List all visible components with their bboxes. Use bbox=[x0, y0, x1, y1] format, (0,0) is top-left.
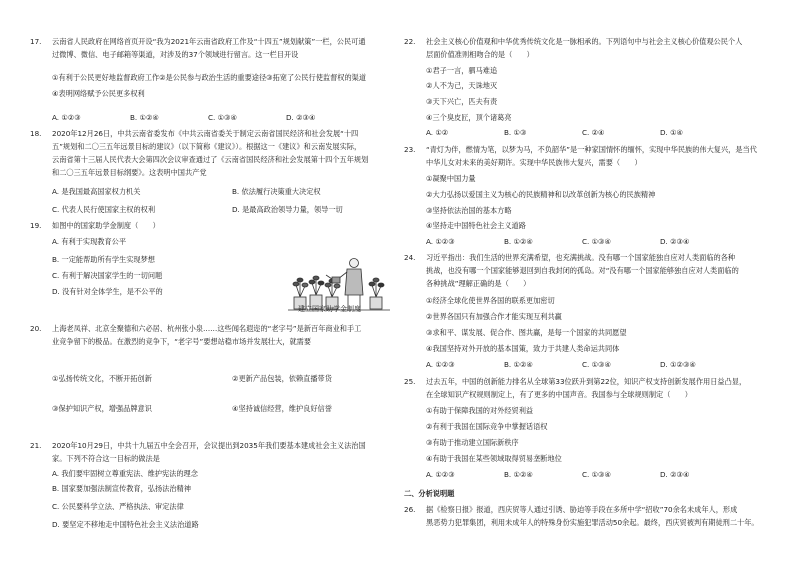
q19-choice-a[interactable]: A. 有利于实现教育公平 bbox=[52, 237, 127, 246]
q22-choice-b[interactable]: B. ①③ bbox=[504, 128, 527, 137]
q17-choice-b[interactable]: B. ①②④ bbox=[130, 113, 159, 122]
q25-choice-b[interactable]: B. ①②④ bbox=[504, 470, 533, 479]
q20-option-2: ②更新产品包装，依赖直播带货 bbox=[232, 374, 332, 383]
q22-option-4: ④三个臭皮匠，顶个诸葛亮 bbox=[426, 113, 512, 122]
q21-choice-d[interactable]: D. 要坚定不移地走中国特色社会主义法治道路 bbox=[52, 520, 199, 529]
q26-stem-line1: 26. 据《检察日报》报道，西庆贸等人通过引诱、胁迫等手段在多所中学“招收”70余名未成年人，形成 bbox=[404, 505, 738, 514]
q23-stem-line2: 中华儿女对未来的美好期许。实现中华民族伟大复兴，需要（ ） bbox=[426, 158, 642, 167]
q24-stem-line2: 挑战，也没有哪一个国家能够退回到自我封闭的孤岛。对“没有哪一个国家能够独自应对人类面临的 bbox=[426, 266, 739, 275]
q25-stem-line1: 25. 过去五年，中国的创新能力排名从全球第33位跃升到第22位，知识产权支持创新发展作用日益凸显， bbox=[404, 377, 747, 386]
q24-option-1: ①经济全球化使世界各国的联系更加密切 bbox=[426, 296, 555, 305]
q20-option-3: ③保护知识产权，增强品牌意识 bbox=[52, 404, 152, 413]
q18-choice-d[interactable]: D. 是最高政治领导力量，领导一切 bbox=[232, 205, 343, 214]
q21-stem-line1: 21. 2020年10月29日，中共十九届五中全会召开，会议提出到2035年我们要基本建成社会主义法治国 bbox=[30, 441, 366, 450]
q17-choice-d[interactable]: D. ②③④ bbox=[286, 113, 316, 122]
q19-choice-b[interactable]: B. 一定能帮助所有学生实现梦想 bbox=[52, 255, 155, 264]
q18-choice-a[interactable]: A. 是我国最高国家权力机关 bbox=[52, 187, 141, 196]
q20-stem-line2: 业竞争留下的极品。在激烈的竞争下，“老字号”要想站稳市场并发展壮大，就需要 bbox=[52, 337, 312, 346]
q25-option-2: ②有利于我国在国际竞争中掌握话语权 bbox=[426, 422, 548, 431]
q22-stem-line1: 22. 社会主义核心价值观和中华优秀传统文化是一脉相承的。下列语句中与社会主义核心价值观公民个人 bbox=[404, 37, 743, 46]
q23-option-1: ①凝聚中国力量 bbox=[426, 174, 476, 183]
q25-stem-line2: 在全球知识产权规则制定上，有了更多的中国声音。我国参与全球规则制定（ ） bbox=[426, 390, 692, 399]
q18-choice-b[interactable]: B. 依法履行决策重大决定权 bbox=[232, 187, 321, 196]
q19-choice-c[interactable]: C. 有利于解决国家学生的一切问题 bbox=[52, 271, 163, 280]
q23-option-4: ④坚持走中国特色社会主义道路 bbox=[426, 221, 526, 230]
q21-choice-c[interactable]: C. 公民要科学立法、严格执法、审定法律 bbox=[52, 502, 184, 511]
q24-choice-c[interactable]: C. ①③④ bbox=[582, 360, 611, 369]
q22-choice-c[interactable]: C. ②④ bbox=[582, 128, 605, 137]
q19-choice-d[interactable]: D. 没有针对全体学生，是不公平的 bbox=[52, 287, 163, 296]
q25-option-4: ④有助于我国在某些领域取得贸易垄断地位 bbox=[426, 454, 562, 463]
q24-stem-line3: 各种挑战”理解正确的是（ ） bbox=[426, 279, 531, 288]
q18-stem-line3: 云南省第十三届人民代表大会第四次会议审查通过了《云南省国民经济和社会发展第十四个五年规划 bbox=[52, 155, 369, 164]
q20-option-1: ①弘扬传统文化，不断开拓创新 bbox=[52, 374, 152, 383]
q22-option-2: ②人不为己，天诛地灭 bbox=[426, 81, 498, 90]
q23-choices bbox=[404, 236, 738, 247]
q23-choice-c[interactable]: C. ①③④ bbox=[582, 237, 611, 246]
q20-option-4: ④坚持诚信经营，维护良好信誉 bbox=[232, 404, 332, 413]
q19-figure-caption: 建立国家助学金制度 bbox=[298, 305, 361, 313]
q17-stem-line2: 过微博、微信、电子邮箱等渠道，对涉及的37个领域进行留言。这一栏目开设 bbox=[52, 50, 299, 59]
q24-option-2: ②世界各国只有加强合作才能实现互利共赢 bbox=[426, 312, 562, 321]
q18-choices-row2 bbox=[30, 204, 412, 215]
q26-stem-line2: 黑恶势力犯罪集团，利用未成年人的特殊身份实施犯罪活动50余起。最终，西庆贸被判有期徒刑二十年。 bbox=[426, 518, 759, 527]
q20-options-row2 bbox=[30, 403, 412, 414]
q21-choice-a[interactable]: A. 我们要牢固树立尊重宪法、维护宪法的理念 bbox=[52, 469, 198, 478]
q19-stem: 19. 如图中的国家助学金制度（ ） bbox=[30, 221, 160, 230]
q25-option-3: ③有助于推动建立国际新秩序 bbox=[426, 438, 519, 447]
q25-choices bbox=[404, 469, 738, 480]
q25-choice-d[interactable]: D. ②③④ bbox=[660, 470, 690, 479]
q22-stem-line2: 层面价值准则相吻合的是（ ） bbox=[426, 50, 534, 59]
q17-choices bbox=[30, 112, 364, 123]
section-heading: 二、分析说明题 bbox=[404, 489, 455, 498]
q17-choice-c[interactable]: C. ①③④ bbox=[208, 113, 237, 122]
q24-choice-b[interactable]: B. ①②④ bbox=[504, 360, 533, 369]
q23-stem-line1: 23. “青灯为伴，燃情为笔，以梦为马，不负韶华”是一种家国情怀的缅怀，实现中华民族的伟大复兴，是当代 bbox=[404, 145, 757, 154]
q17-choice-a[interactable]: A. ①②③ bbox=[52, 113, 81, 122]
q21-stem-line2: 家。下列不符合这一目标的做法是 bbox=[52, 454, 160, 463]
q22-option-3: ③天下兴亡，匹夫有责 bbox=[426, 97, 498, 106]
q22-option-1: ①君子一言，驷马难追 bbox=[426, 66, 498, 75]
q22-choice-a[interactable]: A. ①② bbox=[426, 128, 449, 137]
q18-stem-line1: 18. 2020年12月26日，中共云南省委发布《中共云南省委关于制定云南省国民经济和社会发展“十四 bbox=[30, 129, 359, 138]
q18-stem-line2: 五”规划和二〇三五年远景目标的建议》（以下简称《建议》）。根据这一《建议》和云南发展实际， bbox=[52, 142, 362, 151]
q20-options-row1 bbox=[30, 373, 412, 384]
q24-option-3: ③求和平、谋发展、促合作、图共赢，是每一个国家的共同愿望 bbox=[426, 328, 627, 337]
q24-choice-a[interactable]: A. ①②③ bbox=[426, 360, 455, 369]
q17-options-line2: ④表明网络赋予公民更多权利 bbox=[52, 89, 145, 98]
q17-stem-line1: 17. 云南省人民政府在网络首页开设“我为2021年云南省政府工作及“十四五”规划献策”一栏，公民可通 bbox=[30, 37, 366, 46]
q24-option-4: ④我国坚持对外开放的基本国策，致力于共建人类命运共同体 bbox=[426, 344, 620, 353]
q25-choice-a[interactable]: A. ①②③ bbox=[426, 470, 455, 479]
q23-choice-d[interactable]: D. ②③④ bbox=[660, 237, 690, 246]
q23-option-3: ③坚持依法治国的基本方略 bbox=[426, 206, 512, 215]
q18-choices-row1 bbox=[30, 186, 412, 197]
q23-choice-a[interactable]: A. ①②③ bbox=[426, 237, 455, 246]
q25-option-1: ①有助于保障我国的对外经贸利益 bbox=[426, 406, 534, 415]
q22-choice-d[interactable]: D. ①④ bbox=[660, 128, 683, 137]
q18-stem-line4: 和二〇三五年远景目标纲要》。这表明中国共产党 bbox=[52, 168, 207, 177]
q24-stem-line1: 24. 习近平指出：我们生活的世界充满希望，也充满挑战。没有哪一个国家能独自应对人类面临的各种 bbox=[404, 253, 736, 262]
q17-options-line1: ①有利于公民更好地监督政府工作②是公民参与政治生活的重要途径③拓宽了公民行使监督权的渠道 bbox=[52, 73, 367, 82]
q21-choice-b[interactable]: B. 国家要加强法制宣传教育，弘扬法治精神 bbox=[52, 484, 191, 493]
q23-option-2: ②大力弘扬以爱国主义为核心的民族精神和以改革创新为核心的民族精神 bbox=[426, 190, 656, 199]
q22-choices bbox=[404, 127, 738, 138]
q23-choice-b[interactable]: B. ①②④ bbox=[504, 237, 533, 246]
q18-choice-c[interactable]: C. 代表人民行使国家主权的权利 bbox=[52, 205, 156, 214]
q24-choices bbox=[404, 359, 738, 370]
q20-stem-line1: 20. 上海老凤祥、北京全聚德和六必居、杭州张小泉……这些闻名遐迩的“老字号”是新百年商业和手工 bbox=[30, 324, 362, 333]
q25-choice-c[interactable]: C. ①③④ bbox=[582, 470, 611, 479]
q24-choice-d[interactable]: D. ①②③④ bbox=[660, 360, 696, 369]
